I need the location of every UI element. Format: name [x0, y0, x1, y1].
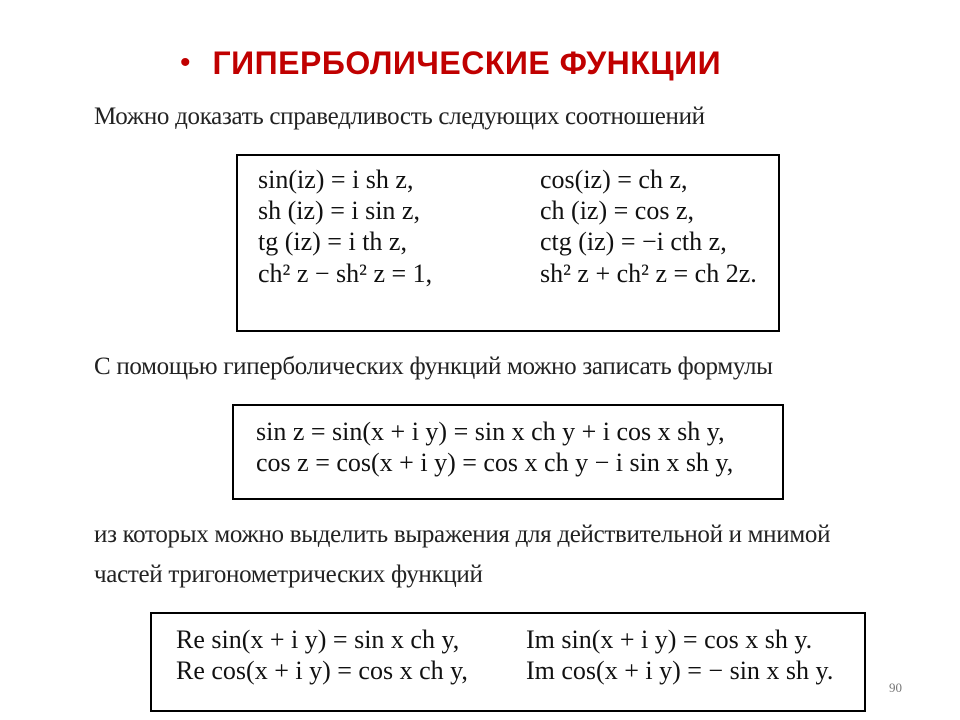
formula-im-cos: Im cos(x + i y) = − sin x sh y.: [526, 656, 834, 686]
intro-formulas: С помощью гиперболических функций можно записать формулы: [94, 353, 773, 380]
formula-sin-iz: sin(iz) = i sh z,: [258, 165, 414, 194]
formula-cos-z: cos z = cos(x + i y) = cos x ch y − i sin x sh y,: [256, 448, 734, 478]
trig-formula-box: [232, 404, 784, 500]
formula-sh-iz: sh (iz) = i sin z,: [258, 196, 420, 226]
formula-ctg-iz: ctg (iz) = −i cth z,: [540, 227, 727, 257]
relations-formula-box: [236, 154, 780, 332]
formula-re-cos: Re cos(x + i y) = cos x ch y,: [176, 656, 468, 686]
intro-re-im-line1: из которых можно выделить выражения для действительной и мнимой: [94, 521, 831, 548]
page-title: ГИПЕРБОЛИЧЕСКИЕ ФУНКЦИИ: [212, 44, 722, 81]
page-number: 90: [889, 680, 902, 695]
trig-formula-grid: [256, 416, 733, 478]
title-bullet: •: [180, 46, 191, 79]
formula-tg-iz: tg (iz) = i th z,: [258, 227, 407, 257]
formula-im-sin: Im sin(x + i y) = cos x sh y.: [526, 625, 813, 654]
slide-title-row: [180, 38, 721, 88]
relations-formula-grid: [258, 164, 780, 289]
formula-re-sin: Re sin(x + i y) = sin x ch y,: [176, 625, 460, 654]
formula-cos-iz: cos(iz) = ch z,: [540, 165, 688, 194]
intro-re-im-line2: частей тригонометрических функций: [94, 561, 483, 588]
formula-ch-iz: ch (iz) = cos z,: [540, 196, 694, 226]
intro-relations: Можно доказать справедливость следующих соотношений: [94, 103, 705, 130]
formula-sin-z: sin z = sin(x + i y) = sin x ch y + i cos x sh y,: [256, 417, 725, 446]
re-im-formula-grid: [176, 624, 866, 686]
formula-sh2-plus-ch2: sh² z + ch² z = ch 2z.: [540, 258, 757, 288]
formula-ch2-minus-sh2: ch² z − sh² z = 1,: [258, 258, 433, 288]
re-im-formula-box: [150, 612, 866, 712]
